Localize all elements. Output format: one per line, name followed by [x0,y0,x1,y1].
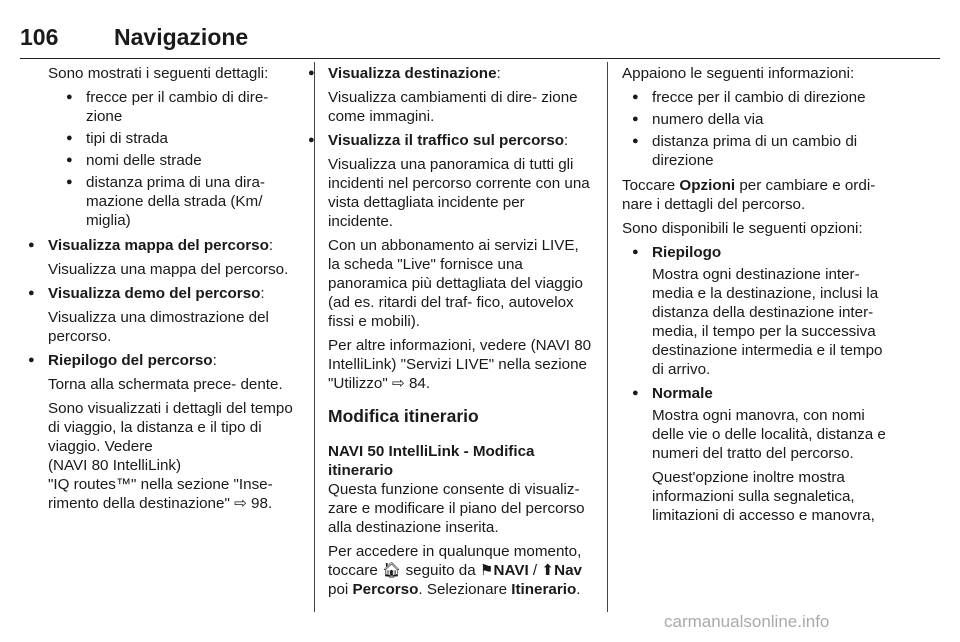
option-title: Riepilogo [652,244,722,261]
option-item: ● Visualizza demo del percorso: [26,284,300,303]
nav-button-label[interactable]: Nav [554,562,582,579]
option-desc: Quest'opzione inoltre mostra informazioni sulla segnaletica, limitazioni di accesso e manovra, [652,469,875,524]
subheading: NAVI 50 IntelliLink - Modifica itinerario [328,443,535,479]
option-desc: Visualizza una dimostrazione del percorso. [48,309,269,345]
option-desc: Mostra ogni manovra, con nomi delle vie o delle località, distanza e numeri del tratto del percorso. [652,407,886,462]
option-title: Visualizza demo del percorso [48,285,261,302]
intro-text: Appaiono le seguenti informazioni: [622,65,855,82]
reference-text: "IQ routes™" nella sezione "Inse- rimento della destinazione" ⇨ 98. [48,476,273,512]
option-title: Visualizza il traffico sul percorso [328,132,565,149]
reference-text: (NAVI 80 IntelliLink) [48,457,182,474]
option-title: Visualizza destinazione [328,65,497,82]
list-item: ● frecce per il cambio di dire- zione [66,88,300,126]
list-item: ● distanza prima di una dira- mazione della strada (Km/ miglia) [66,173,300,230]
option-desc: Mostra ogni destinazione inter- media e la destinazione, inclusi la distanza della destinazione inter- media, il tempo per la successiva destinazione intermedia e il tempo di arrivo. [652,266,883,378]
header-rule [20,58,940,59]
list-item: ● distanza prima di un cambio di direzione [622,132,890,170]
column-2 [328,64,592,604]
page-ref[interactable]: 98. [251,495,273,512]
column-divider [607,62,608,612]
details-text: Sono visualizzati i dettagli del tempo di viaggio, la distanza e il tipo di viaggio. Vedere [48,400,293,455]
option-item: ● Visualizza mappa del percorso: [26,236,300,255]
option-desc: Visualizza una mappa del percorso. [48,261,289,278]
page-ref-icon: ⇨ [391,375,405,392]
option-item: ● Visualizza destinazione: [306,64,592,83]
percorso-button-label[interactable]: Percorso [352,581,419,598]
body-text: Questa funzione consente di visualiz- zare e modificare il piano del percorso alla destinazione inserita. [328,481,585,536]
opzioni-button-label[interactable]: Opzioni [679,177,736,194]
column-3 [622,64,890,530]
page-ref-icon: ⇨ [234,495,247,512]
option-item [622,384,890,403]
list-item: ● numero della via [622,110,890,129]
option-title: Normale [652,385,713,402]
option-item [622,243,890,262]
option-desc: Per altre informazioni, vedere (NAVI 80 IntelliLink) "Servizi LIVE" nella sezione "Utilizzo" ⇨ 84. [328,337,592,392]
section-heading: Modifica itinerario [328,406,479,426]
watermark: carmanualsonline.info [664,612,830,631]
arrow-up-icon: ⬆ [541,562,555,579]
page-header [20,18,940,52]
list-item: ● tipi di strada [66,129,300,148]
option-item: ● Riepilogo del percorso: [26,351,300,370]
option-title: Visualizza mappa del percorso [48,237,269,254]
flag-icon: ⚑ [479,562,494,579]
column-1 [48,64,300,513]
page-ref[interactable]: 84. [408,375,431,392]
option-desc: Visualizza una panoramica di tutti gli incidenti nel percorso corrente con una vista dettagliata incidente per incidente. [328,156,590,230]
home-icon: 🏠︎ [382,562,402,579]
section-title: Navigazione [114,24,249,50]
page-number: 106 [20,24,59,50]
list-item: ● nomi delle strade [66,151,300,170]
option-desc: Con un abbonamento ai servizi LIVE, la scheda "Live" fornisce una panoramica più dettagliata del viaggio (ad es. ritardi del traf- fico, autovelox fissi e mobili). [328,237,583,330]
option-desc: Visualizza cambiamenti di dire- zione come immagini. [328,89,578,125]
option-title: Riepilogo del percorso [48,352,213,369]
body-text: Sono disponibili le seguenti opzioni: [622,220,863,237]
itinerario-button-label[interactable]: Itinerario [511,581,577,598]
list-item: ● frecce per il cambio di direzione [622,88,890,107]
option-desc: Torna alla schermata prece- dente. [48,376,283,393]
option-item: ● Visualizza il traffico sul percorso: [306,131,592,150]
navi-button-label[interactable]: NAVI [493,562,529,579]
intro-text: Sono mostrati i seguenti dettagli: [48,65,269,82]
body-text: Toccare Opzioni per cambiare e ordi- nare i dettagli del percorso. [622,177,876,213]
body-text: Per accedere in qualunque momento, toccare 🏠︎ seguito da ⚑NAVI / ⬆Nav poi Percorso. Selezionare Itinerario. [328,543,582,598]
